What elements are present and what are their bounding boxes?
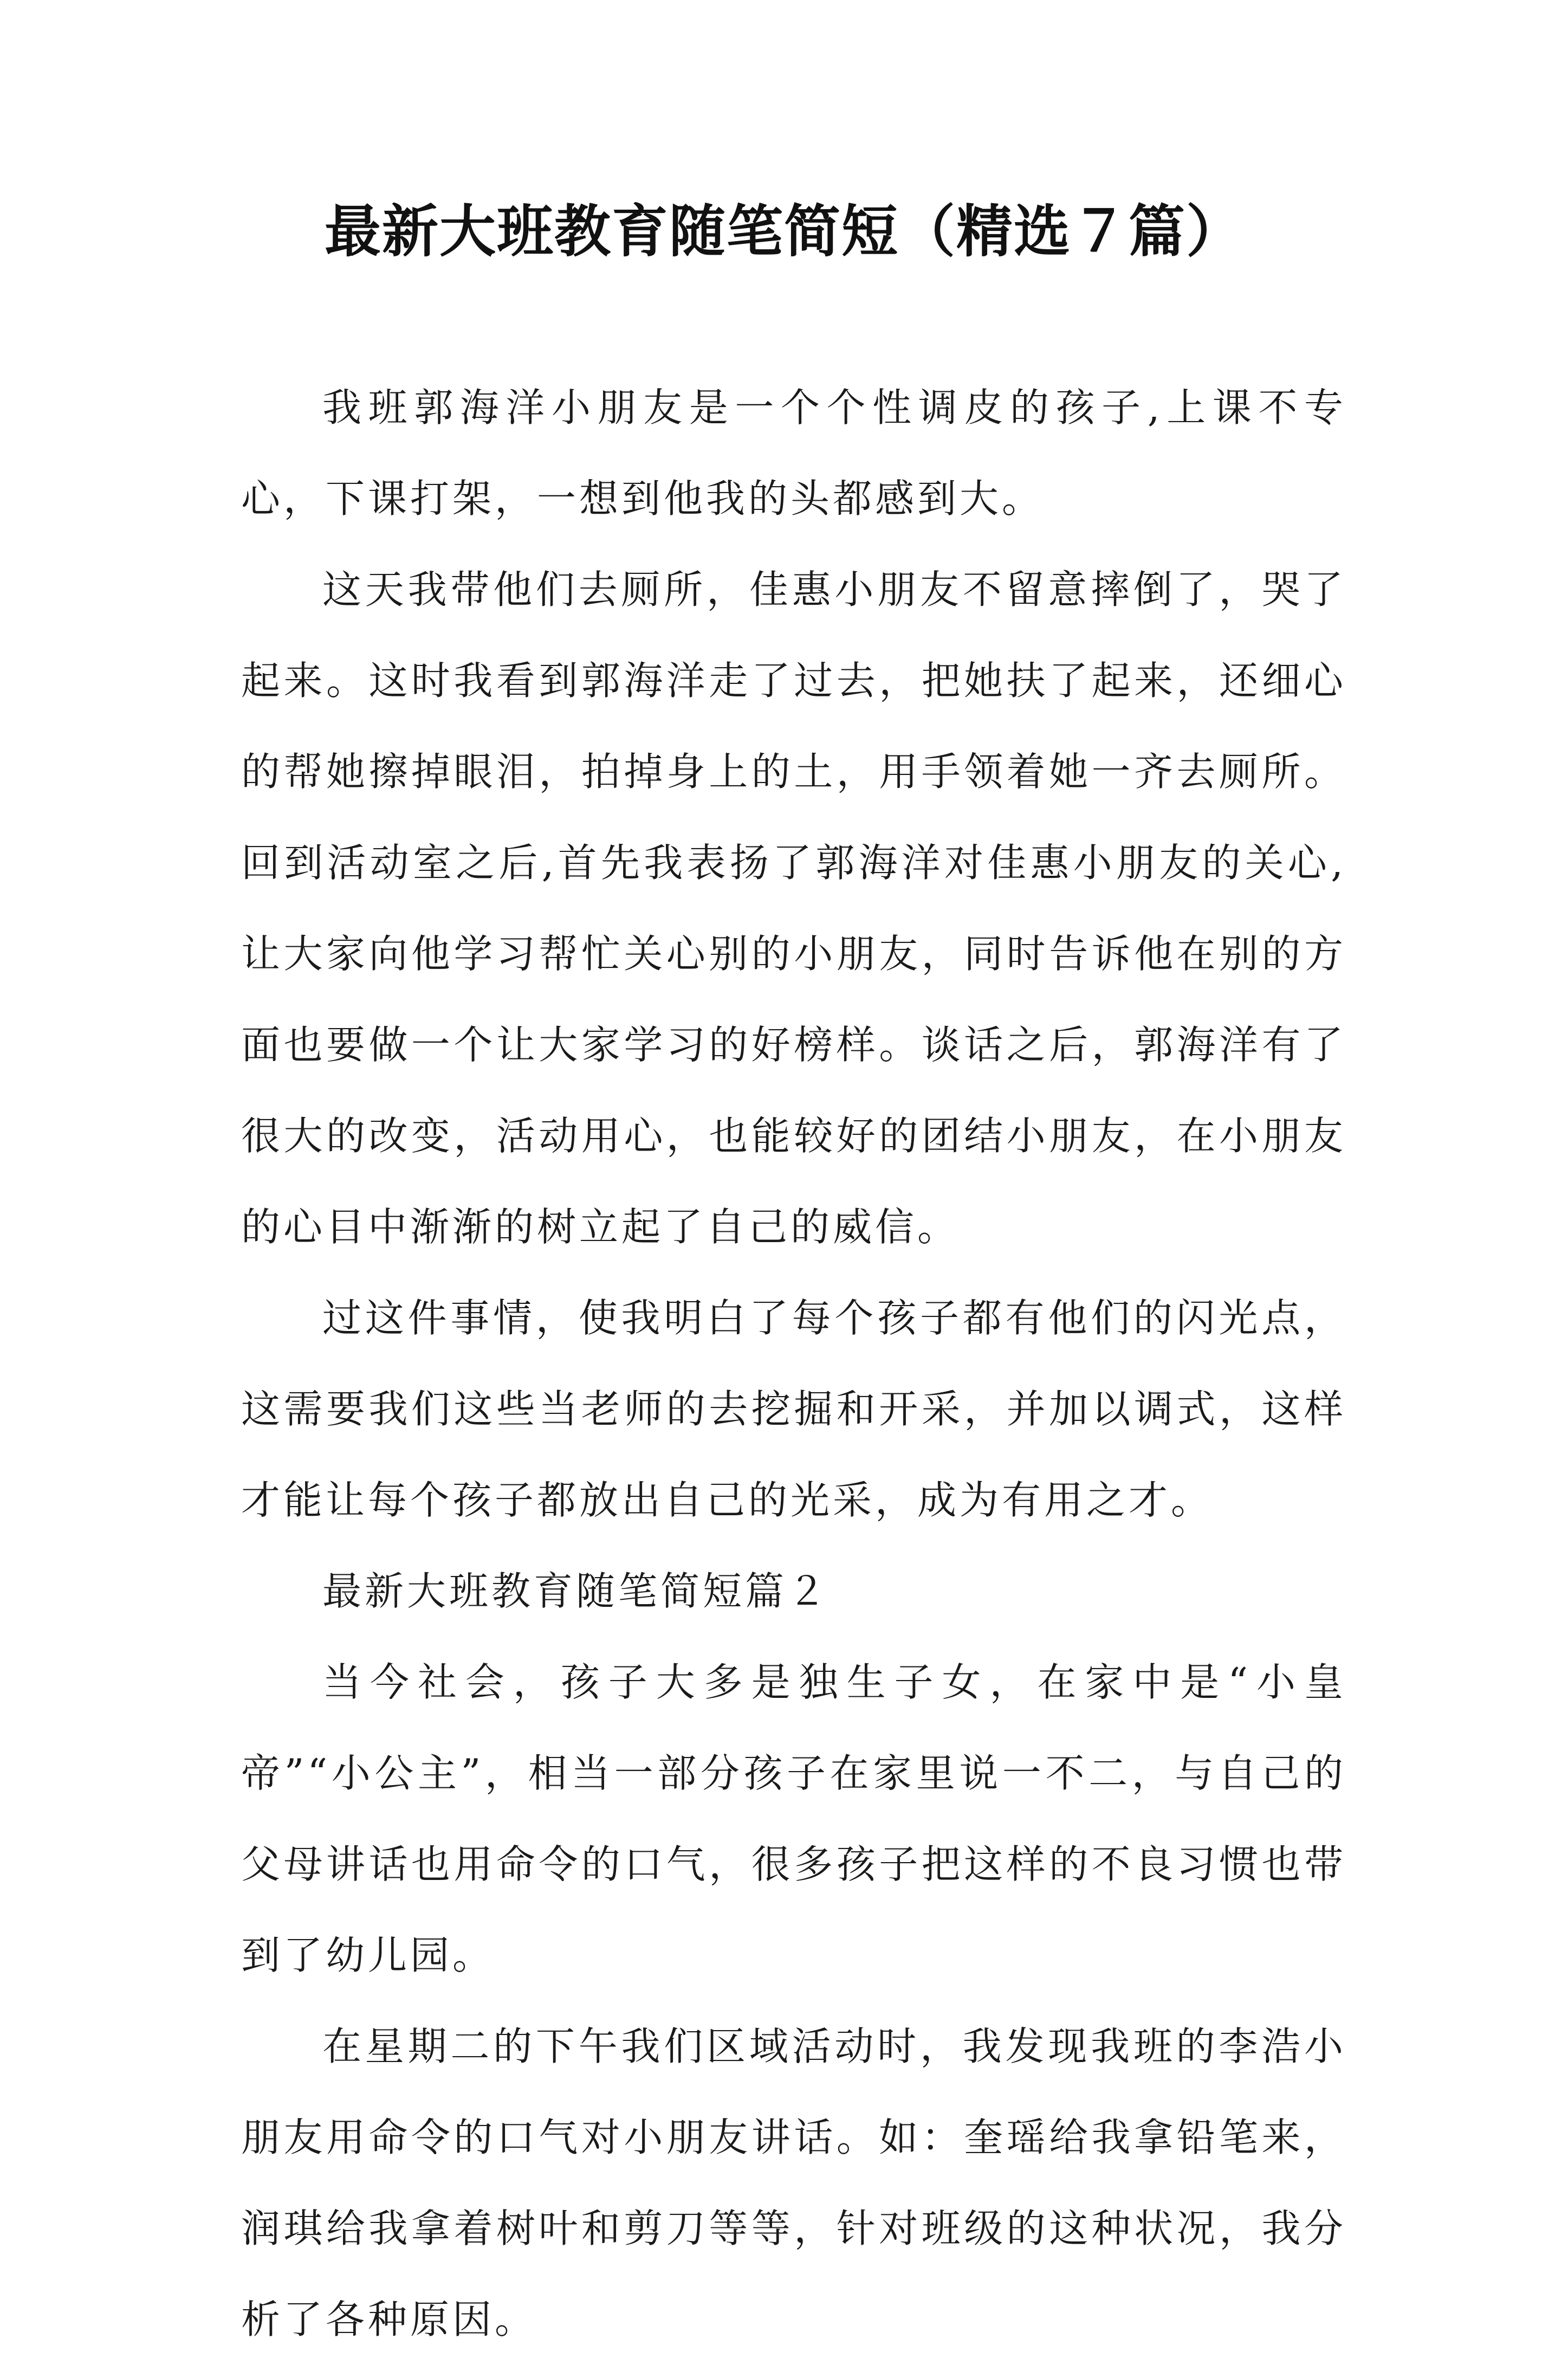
section-heading-2: 最新大班教育随笔简短篇２ bbox=[322, 1568, 830, 1614]
paragraph-3: 过这件事情，使我明白了每个孩子都有他们的闪光点，这需要我们这些当老师的去挖掘和开采，并加以调式，这样才能让每个孩子都放出自己的光采，成为有用之才。 bbox=[241, 1295, 1346, 1523]
paragraph-5: 在星期二的下午我们区域活动时，我发现我班的李浩小朋友用命令的口气对小朋友讲话。如：奎瑶给我拿铅笔来，润琪给我拿着树叶和剪刀等等，针对班级的这种状况，我分析了各种原因。 bbox=[241, 2024, 1346, 2342]
paragraph-4: 当今社会，孩子大多是独生子女，在家中是“小皇帝”“小公主”，相当一部分孩子在家里说一不二，与自己的父母讲话也用命令的口气，很多孩子把这样的不良习惯也带到了幼儿园。 bbox=[241, 1659, 1346, 1978]
paragraph-2: 这天我带他们去厕所，佳惠小朋友不留意摔倒了，哭了起来。这时我看到郭海洋走了过去，把她扶了起来，还细心的帮她擦掉眼泪，拍掉身上的土，用手领着她一齐去厕所。回到活动室之后,首先我表扬了郭海洋对佳惠小朋友的关心,让大家向他学习帮忙关心别的小朋友，同时告诉他在别的方面也要做一个让大家学习的好榜样。谈话之后，郭海洋有了很大的改变，活动用心，也能较好的团结小朋友，在小朋友的心目中渐渐的树立起了自己的威信。 bbox=[241, 567, 1346, 1250]
paragraph-1: 我班郭海洋小朋友是一个个性调皮的孩子,上课不专心，下课打架，一想到他我的头都感到大。 bbox=[241, 385, 1346, 521]
document-title: 最新大班教育随笔简短（精选７篇） bbox=[324, 198, 1243, 264]
document-body bbox=[241, 362, 1346, 2365]
